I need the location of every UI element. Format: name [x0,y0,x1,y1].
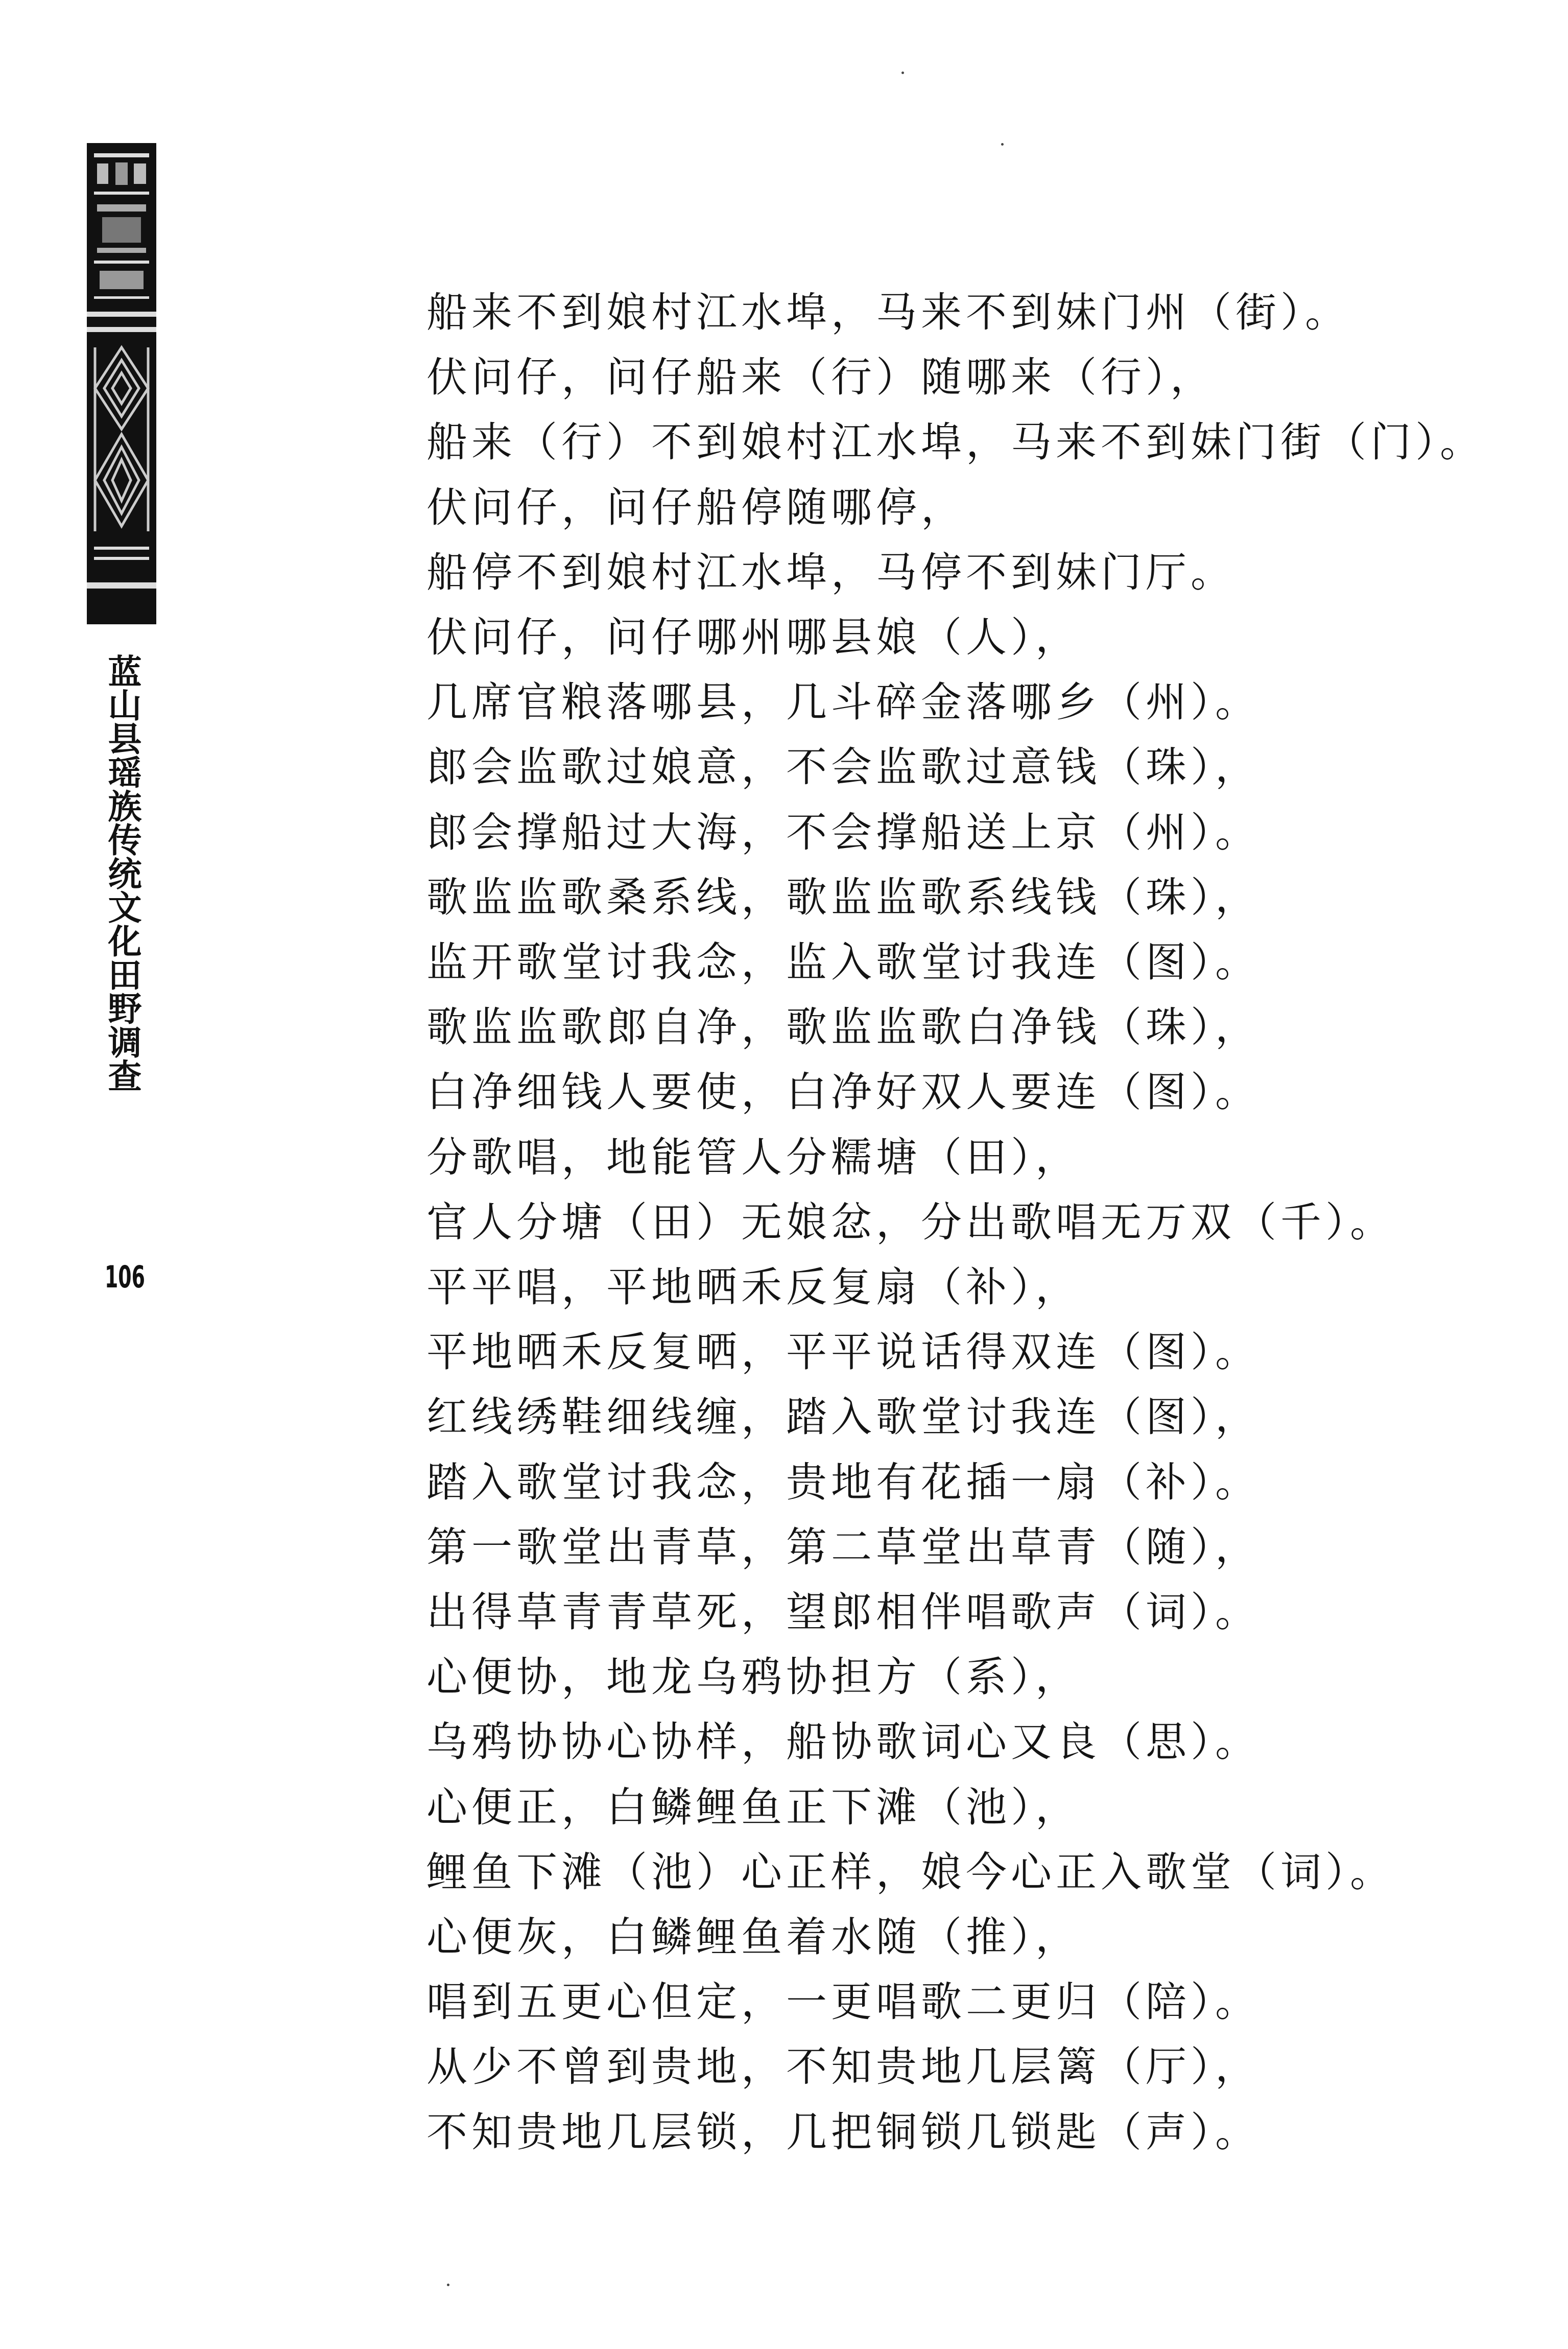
song-text-block [426,280,1499,2165]
verse-line: 平平唱，平地晒禾反复扇（补）， [426,1263,1080,1311]
verse-line: 从少不曾到贵地，不知贵地几层篱（厅）， [426,2043,1260,2091]
scan-speck [901,72,904,74]
verse-line: 伏问仔，问仔哪州哪县娘（人）， [426,614,1080,662]
verse-line: 歌监监歌桑系线，歌监监歌系线钱（珠）， [426,873,1260,921]
scan-speck [447,2284,449,2286]
verse-line: 郎会撑船过大海，不会撑船送上京（州）。 [426,808,1260,856]
verse-line: 不知贵地几层锁，几把铜锁几锁匙（声）。 [426,2108,1260,2156]
verse-line: 船来（行）不到娘村江水埠，马来不到妹门街（门）。 [426,418,1485,466]
ornament-pattern-icon [87,143,156,618]
verse-line: 船来不到娘村江水埠，马来不到妹门州（街）。 [426,289,1350,336]
verse-line: 出得草青青草死，望郎相伴唱歌声（词）。 [426,1588,1260,1636]
verse-line: 监开歌堂讨我念，监入歌堂讨我连（图）。 [426,938,1260,986]
verse-line: 乌鸦协协心协样，船协歌词心又良（思）。 [426,1718,1260,1766]
verse-line: 伏问仔，问仔船来（行）随哪来（行）， [426,354,1215,402]
verse-line: 踏入歌堂讨我念，贵地有花插一扇（补）。 [426,1458,1260,1506]
verse-line: 白净细钱人要使，白净好双人要连（图）。 [426,1068,1260,1116]
verse-line: 心便灰，白鳞鲤鱼着水随（推）， [426,1913,1080,1961]
verse-line: 船停不到娘村江水埠，马停不到妹门厅。 [426,548,1236,596]
verse-line: 分歌唱，地能管人分糯塘（田）， [426,1133,1080,1181]
verse-line: 几席官粮落哪县，几斗碎金落哪乡（州）。 [426,678,1260,726]
verse-line: 心便协，地龙乌鸦协担方（系）， [426,1653,1080,1701]
scan-speck [1001,143,1004,146]
verse-line: 官人分塘（田）无娘忿，分出歌唱无万双（千）。 [426,1198,1395,1246]
verse-line: 平地晒禾反复晒，平平说话得双连（图）。 [426,1328,1260,1376]
verse-line: 伏问仔，问仔船停随哪停， [426,483,966,531]
decorative-ornament-band [87,143,156,624]
verse-line: 郎会监歌过娘意，不会监歌过意钱（珠）， [426,743,1260,791]
running-book-title: 蓝山县瑶族传统文化田野调查 [102,654,141,1092]
verse-line: 歌监监歌郎自净，歌监监歌白净钱（珠）， [426,1003,1260,1051]
verse-line: 鲤鱼下滩（池）心正样，娘今心正入歌堂（词）。 [426,1848,1395,1896]
verse-line: 唱到五更心但定，一更唱歌二更归（陪）。 [426,1978,1260,2026]
verse-line: 第一歌堂出青草，第二草堂出草青（随）， [426,1523,1260,1571]
verse-line: 红线绣鞋细线缠，踏入歌堂讨我连（图）， [426,1393,1260,1441]
page-number: 106 [105,1259,145,1295]
verse-line: 心便正，白鳞鲤鱼正下滩（池）， [426,1783,1080,1831]
